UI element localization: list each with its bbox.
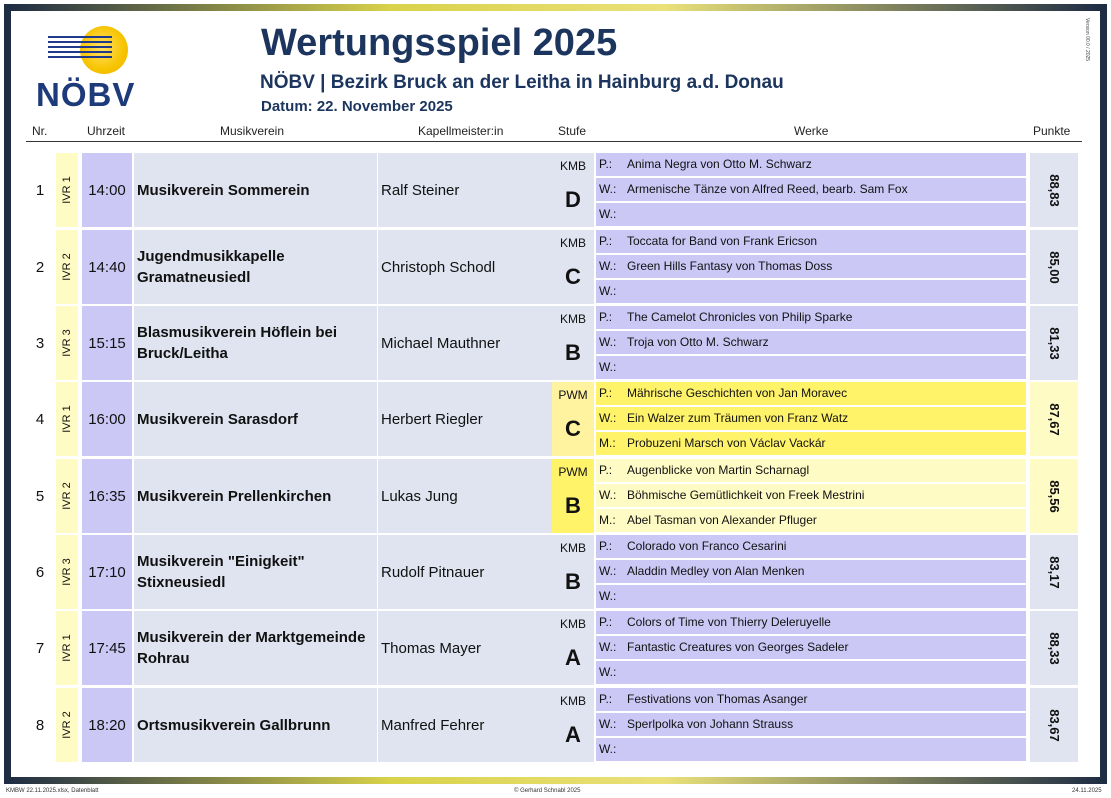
werk-label: W.: bbox=[599, 564, 617, 578]
werk-label: W.: bbox=[599, 589, 617, 603]
werk-title: Mährische Geschichten von Jan Moravec bbox=[627, 386, 848, 400]
page-title: Wertungsspiel 2025 bbox=[261, 22, 618, 64]
row-number: 5 bbox=[35, 487, 45, 505]
stufe-type: KMB bbox=[559, 694, 586, 708]
stufe-grade: B bbox=[565, 340, 581, 365]
werk-title: Colors of Time von Thierry Deleruyelle bbox=[627, 615, 831, 629]
werk-label: W.: bbox=[599, 207, 617, 221]
start-time: 16:00 bbox=[82, 382, 132, 456]
ivr-cell bbox=[56, 306, 78, 380]
start-time: 16:35 bbox=[82, 459, 132, 533]
kapellmeister-name: Christoph Schodl bbox=[378, 230, 574, 304]
stufe-type: PWM bbox=[558, 465, 588, 479]
stufe-cell bbox=[552, 611, 594, 685]
stufe-cell bbox=[552, 688, 594, 762]
start-time: 17:10 bbox=[82, 535, 132, 609]
stufe-grade: D bbox=[565, 187, 581, 212]
stufe-grade: B bbox=[565, 569, 581, 594]
column-header-stufe: Stufe bbox=[558, 124, 587, 138]
werk-entry bbox=[596, 509, 1026, 532]
punkte-cell bbox=[1030, 688, 1078, 762]
werk-title: Festivations von Thomas Asanger bbox=[627, 692, 808, 706]
werk-entry bbox=[596, 153, 1026, 176]
row-number: 3 bbox=[35, 334, 45, 352]
werk-entry bbox=[596, 203, 1026, 226]
musikverein-name: Ortsmusikverein Gallbrunn bbox=[134, 688, 377, 762]
kapellmeister-name: Michael Mauthner bbox=[378, 306, 574, 380]
event-date: Datum: 22. November 2025 bbox=[261, 98, 453, 115]
start-time: 18:20 bbox=[82, 688, 132, 762]
musikverein-name: Musikverein Prellenkirchen bbox=[134, 459, 377, 533]
table-row bbox=[26, 611, 1082, 685]
werke-cell bbox=[596, 459, 1026, 533]
ivr-label: IVR 2 bbox=[61, 482, 74, 510]
stufe-cell bbox=[552, 382, 594, 456]
punkte-cell bbox=[1030, 153, 1078, 227]
werk-title: Probuzeni Marsch von Václav Vackár bbox=[627, 436, 826, 450]
werk-title: Augenblicke von Martin Scharnagl bbox=[627, 463, 810, 477]
werk-label: P.: bbox=[599, 234, 613, 248]
werk-label: W.: bbox=[599, 488, 617, 502]
kapellmeister-name: Rudolf Pitnauer bbox=[378, 535, 574, 609]
table-row bbox=[26, 688, 1082, 762]
werk-label: P.: bbox=[599, 539, 613, 553]
stufe-cell bbox=[552, 535, 594, 609]
werk-entry bbox=[596, 688, 1026, 711]
werke-cell bbox=[596, 153, 1026, 227]
werk-entry bbox=[596, 255, 1026, 278]
stufe-grade: A bbox=[565, 722, 581, 747]
table-row bbox=[26, 153, 1082, 227]
stufe-grade: B bbox=[565, 493, 581, 518]
ivr-cell bbox=[56, 153, 78, 227]
ivr-label: IVR 1 bbox=[61, 176, 74, 204]
werk-entry bbox=[596, 661, 1026, 684]
werk-entry bbox=[596, 713, 1026, 736]
stufe-type: KMB bbox=[559, 312, 586, 326]
werk-entry bbox=[596, 230, 1026, 253]
column-header-werke: Werke bbox=[794, 124, 829, 138]
row-number: 2 bbox=[35, 258, 45, 276]
musikverein-name: Jugendmusikkapelle Gramatneusiedl bbox=[134, 230, 377, 304]
werke-cell bbox=[596, 535, 1026, 609]
punkte-value: 88,33 bbox=[1046, 631, 1062, 665]
ivr-cell bbox=[56, 688, 78, 762]
punkte-value: 85,00 bbox=[1046, 250, 1062, 284]
header-divider bbox=[26, 141, 1082, 142]
row-number: 4 bbox=[35, 410, 45, 428]
lines-icon bbox=[48, 36, 112, 61]
stufe-cell bbox=[552, 306, 594, 380]
ivr-cell bbox=[56, 611, 78, 685]
werk-entry bbox=[596, 331, 1026, 354]
footer-copyright: © Gerhard Schnabl 2025 bbox=[514, 788, 581, 794]
werk-label: W.: bbox=[599, 259, 617, 273]
werk-label: W.: bbox=[599, 411, 617, 425]
row-number: 8 bbox=[35, 716, 45, 734]
stufe-type: KMB bbox=[559, 159, 586, 173]
werk-entry bbox=[596, 585, 1026, 608]
ivr-label: IVR 1 bbox=[61, 634, 74, 662]
werke-cell bbox=[596, 688, 1026, 762]
musikverein-name: Musikverein der Marktgemeinde Rohrau bbox=[134, 611, 377, 685]
row-number: 6 bbox=[35, 563, 45, 581]
stufe-type: KMB bbox=[559, 541, 586, 555]
musikverein-name: Blasmusikverein Höflein bei Bruck/Leitha bbox=[134, 306, 377, 380]
punkte-cell bbox=[1030, 230, 1078, 304]
ivr-label: IVR 3 bbox=[61, 329, 74, 357]
version-label: Version 00.0 / 2025 bbox=[1084, 18, 1090, 62]
werk-label: W.: bbox=[599, 360, 617, 374]
werke-cell bbox=[596, 306, 1026, 380]
werk-label: P.: bbox=[599, 463, 613, 477]
werk-label: P.: bbox=[599, 157, 613, 171]
werk-title: Fantastic Creatures von Georges Sadeler bbox=[627, 640, 849, 654]
table-row bbox=[26, 382, 1082, 456]
ivr-label: IVR 1 bbox=[61, 405, 74, 433]
werke-cell bbox=[596, 611, 1026, 685]
start-time: 15:15 bbox=[82, 306, 132, 380]
kapellmeister-name: Lukas Jung bbox=[378, 459, 574, 533]
werk-entry bbox=[596, 535, 1026, 558]
table-row bbox=[26, 459, 1082, 533]
table-row bbox=[26, 306, 1082, 380]
werk-title: Sperlpolka von Johann Strauss bbox=[627, 717, 794, 731]
werk-label: W.: bbox=[599, 335, 617, 349]
column-header-musikverein: Musikverein bbox=[220, 124, 285, 138]
werk-title: Abel Tasman von Alexander Pfluger bbox=[627, 513, 817, 527]
stufe-grade: C bbox=[565, 264, 581, 289]
musikverein-name: Musikverein "Einigkeit" Stixneusiedl bbox=[134, 535, 377, 609]
musikverein-name: Musikverein Sarasdorf bbox=[134, 382, 377, 456]
punkte-cell bbox=[1030, 306, 1078, 380]
stufe-grade: A bbox=[565, 645, 581, 670]
werk-entry bbox=[596, 356, 1026, 379]
werk-title: Anima Negra von Otto M. Schwarz bbox=[627, 157, 812, 171]
stufe-type: KMB bbox=[559, 236, 586, 250]
ivr-label: IVR 2 bbox=[61, 253, 74, 281]
column-header-uhrzeit: Uhrzeit bbox=[87, 124, 126, 138]
werk-title: Toccata for Band von Frank Ericson bbox=[627, 234, 818, 248]
page-subtitle: NÖBV | Bezirk Bruck an der Leitha in Hainburg a.d. Donau bbox=[260, 72, 784, 93]
punkte-cell bbox=[1030, 535, 1078, 609]
stufe-type: PWM bbox=[558, 388, 588, 402]
punkte-value: 83,17 bbox=[1046, 555, 1062, 589]
werk-label: W.: bbox=[599, 717, 617, 731]
stufe-type: KMB bbox=[559, 617, 586, 631]
footer-file: KMBW 22.11.2025.xlsx, Datenblatt bbox=[6, 788, 99, 794]
werk-label: W.: bbox=[599, 665, 617, 679]
kapellmeister-name: Thomas Mayer bbox=[378, 611, 574, 685]
kapellmeister-name: Ralf Steiner bbox=[378, 153, 574, 227]
punkte-value: 83,67 bbox=[1046, 708, 1062, 742]
werk-entry bbox=[596, 178, 1026, 201]
ivr-cell bbox=[56, 382, 78, 456]
column-header-nr: Nr. bbox=[32, 124, 48, 138]
stufe-cell bbox=[552, 230, 594, 304]
column-header-kapellmeister: Kapellmeister:in bbox=[418, 124, 504, 138]
werk-title: Green Hills Fantasy von Thomas Doss bbox=[627, 259, 833, 273]
werke-cell bbox=[596, 230, 1026, 304]
punkte-cell bbox=[1030, 382, 1078, 456]
werk-entry bbox=[596, 432, 1026, 455]
logo-text: NÖBV bbox=[36, 76, 136, 113]
werk-entry bbox=[596, 738, 1026, 761]
punkte-value: 85,56 bbox=[1046, 479, 1062, 513]
werk-title: The Camelot Chronicles von Philip Sparke bbox=[627, 310, 853, 324]
werk-entry bbox=[596, 611, 1026, 634]
table-row bbox=[26, 535, 1082, 609]
werk-entry bbox=[596, 560, 1026, 583]
footer-date: 24.11.2025 bbox=[1072, 788, 1102, 794]
werk-label: M.: bbox=[599, 513, 616, 527]
werk-label: W.: bbox=[599, 742, 617, 756]
ivr-label: IVR 2 bbox=[61, 711, 74, 739]
musikverein-name: Musikverein Sommerein bbox=[134, 153, 377, 227]
werk-entry bbox=[596, 306, 1026, 329]
werk-entry bbox=[596, 382, 1026, 405]
werk-label: W.: bbox=[599, 284, 617, 298]
werk-entry bbox=[596, 280, 1026, 303]
ivr-label: IVR 3 bbox=[61, 558, 74, 586]
column-header-punkte: Punkte bbox=[1033, 124, 1071, 138]
werk-title: Colorado von Franco Cesarini bbox=[627, 539, 787, 553]
werk-entry bbox=[596, 484, 1026, 507]
werk-title: Aladdin Medley von Alan Menken bbox=[627, 564, 805, 578]
kapellmeister-name: Herbert Riegler bbox=[378, 382, 574, 456]
werk-title: Armenische Tänze von Alfred Reed, bearb. Sam Fox bbox=[627, 182, 908, 196]
start-time: 17:45 bbox=[82, 611, 132, 685]
ivr-cell bbox=[56, 459, 78, 533]
noebv-logo bbox=[36, 24, 156, 114]
werk-entry bbox=[596, 459, 1026, 482]
werk-label: P.: bbox=[599, 386, 613, 400]
stufe-cell bbox=[552, 153, 594, 227]
punkte-value: 87,67 bbox=[1046, 402, 1062, 436]
werk-label: M.: bbox=[599, 436, 616, 450]
table-row bbox=[26, 230, 1082, 304]
punkte-cell bbox=[1030, 611, 1078, 685]
punkte-cell bbox=[1030, 459, 1078, 533]
werk-label: W.: bbox=[599, 640, 617, 654]
punkte-value: 81,33 bbox=[1046, 326, 1062, 360]
start-time: 14:40 bbox=[82, 230, 132, 304]
row-number: 1 bbox=[35, 181, 45, 199]
stufe-grade: C bbox=[565, 416, 581, 441]
werk-label: P.: bbox=[599, 615, 613, 629]
werk-entry bbox=[596, 407, 1026, 430]
werk-title: Ein Walzer zum Träumen von Franz Watz bbox=[627, 411, 849, 425]
kapellmeister-name: Manfred Fehrer bbox=[378, 688, 574, 762]
start-time: 14:00 bbox=[82, 153, 132, 227]
row-number: 7 bbox=[35, 639, 45, 657]
punkte-value: 88,83 bbox=[1046, 173, 1062, 207]
werk-label: P.: bbox=[599, 310, 613, 324]
werk-title: Troja von Otto M. Schwarz bbox=[627, 335, 769, 349]
werk-entry bbox=[596, 636, 1026, 659]
ivr-cell bbox=[56, 230, 78, 304]
werk-label: P.: bbox=[599, 692, 613, 706]
ivr-cell bbox=[56, 535, 78, 609]
werk-title: Böhmische Gemütlichkeit von Freek Mestrini bbox=[627, 488, 865, 502]
stufe-cell bbox=[552, 459, 594, 533]
werke-cell bbox=[596, 382, 1026, 456]
werk-label: W.: bbox=[599, 182, 617, 196]
